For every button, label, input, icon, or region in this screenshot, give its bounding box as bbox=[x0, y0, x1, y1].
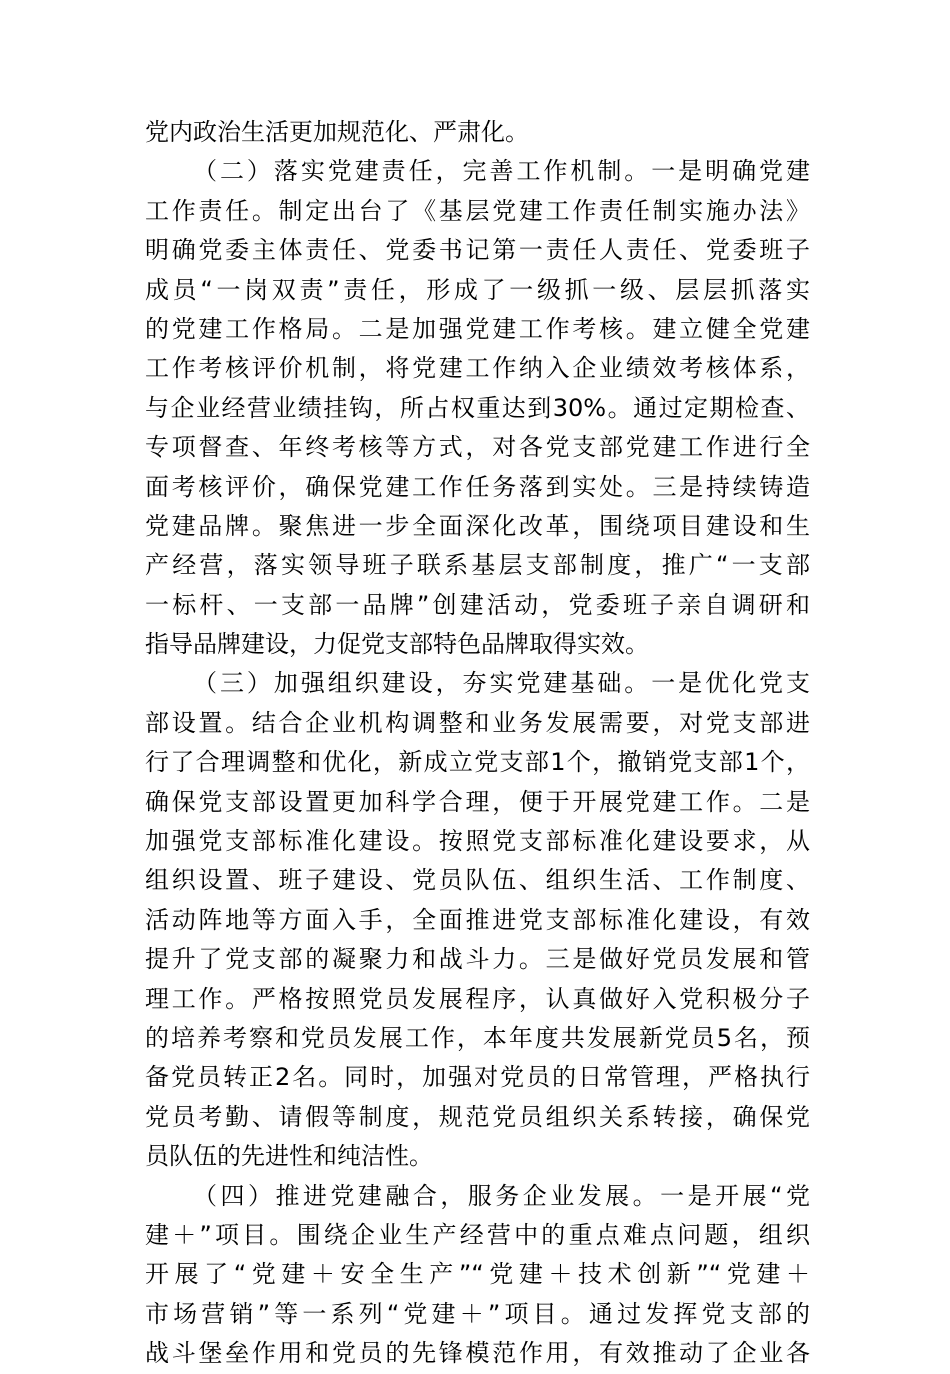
text-line: 开展了“党建＋安全生产”“党建＋技术创新”“党建＋ bbox=[145, 1260, 810, 1289]
section-heading-line: （四）推进党建融合，服务企业发展。一是开展“党 bbox=[193, 1181, 810, 1210]
text-line: 工作责任。制定出台了《基层党建工作责任制实施办法》 bbox=[145, 196, 810, 225]
document-body bbox=[145, 113, 810, 1374]
text-line: 指导品牌建设，力促党支部特色品牌取得实效。 bbox=[145, 630, 649, 659]
text-line: 的培养考察和党员发展工作，本年度共发展新党员5名，预 bbox=[145, 1023, 810, 1052]
text-line: 行了合理调整和优化，新成立党支部1个，撤销党支部1个， bbox=[145, 748, 810, 777]
text-line: 确保党支部设置更加科学合理，便于开展党建工作。二是 bbox=[145, 787, 810, 816]
text-line: 专项督查、年终考核等方式，对各党支部党建工作进行全 bbox=[145, 433, 810, 462]
text-line: 备党员转正2名。同时，加强对党员的日常管理，严格执行 bbox=[145, 1063, 810, 1092]
text-line: 战斗堡垒作用和党员的先锋模范作用，有效推动了企业各 bbox=[145, 1339, 810, 1368]
text-line: 的党建工作格局。二是加强党建工作考核。建立健全党建 bbox=[145, 314, 810, 343]
text-line: 党内政治生活更加规范化、严肃化。 bbox=[145, 118, 529, 146]
text-line: 党建品牌。聚焦进一步全面深化改革，围绕项目建设和生 bbox=[145, 511, 810, 540]
text-line: 理工作。严格按照党员发展程序，认真做好入党积极分子 bbox=[145, 984, 810, 1013]
text-line: 组织设置、班子建设、党员队伍、组织生活、工作制度、 bbox=[145, 866, 810, 895]
section-heading-line: （三）加强组织建设，夯实党建基础。一是优化党支 bbox=[193, 669, 810, 698]
text-line: 市场营销”等一系列“党建＋”项目。通过发挥党支部的 bbox=[145, 1299, 810, 1328]
text-line: 明确党委主体责任、党委书记第一责任人责任、党委班子 bbox=[145, 236, 810, 265]
text-line: 提升了党支部的凝聚力和战斗力。三是做好党员发展和管 bbox=[145, 945, 810, 974]
section-heading-line: （二）落实党建责任，完善工作机制。一是明确党建 bbox=[193, 157, 810, 186]
text-line: 工作考核评价机制，将党建工作纳入企业绩效考核体系， bbox=[145, 354, 810, 383]
text-line: 员队伍的先进性和纯洁性。 bbox=[145, 1142, 433, 1171]
text-line: 成员“一岗双责”责任，形成了一级抓一级、层层抓落实 bbox=[145, 275, 810, 304]
text-line: 部设置。结合企业机构调整和业务发展需要，对党支部进 bbox=[145, 708, 810, 737]
text-line: 面考核评价，确保党建工作任务落到实处。三是持续铸造 bbox=[145, 472, 810, 501]
text-line: 党员考勤、请假等制度，规范党员组织关系转接，确保党 bbox=[145, 1102, 810, 1131]
text-line: 建＋”项目。围绕企业生产经营中的重点难点问题，组织 bbox=[145, 1220, 810, 1249]
text-line: 加强党支部标准化建设。按照党支部标准化建设要求，从 bbox=[145, 827, 810, 856]
text-line: 与企业经营业绩挂钩，所占权重达到30%。通过定期检查、 bbox=[145, 393, 810, 422]
text-line: 产经营，落实领导班子联系基层支部制度，推广“一支部 bbox=[145, 551, 810, 580]
text-line: 一标杆、一支部一品牌”创建活动，党委班子亲自调研和 bbox=[145, 590, 810, 619]
text-line: 活动阵地等方面入手，全面推进党支部标准化建设，有效 bbox=[145, 905, 810, 934]
